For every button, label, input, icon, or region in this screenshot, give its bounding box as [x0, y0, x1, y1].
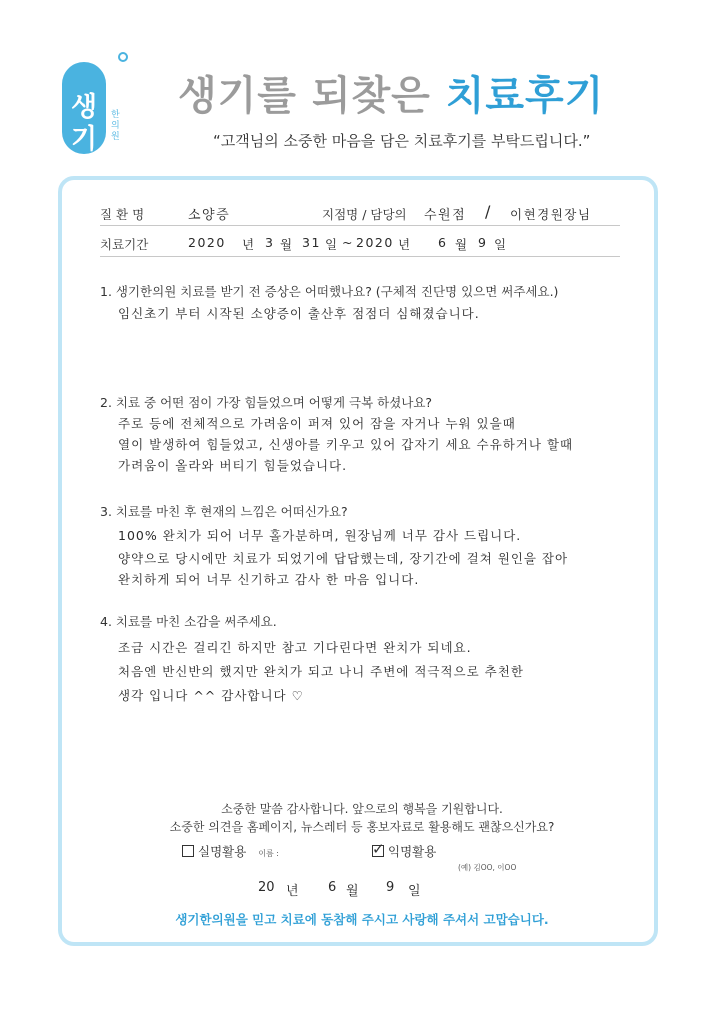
real-name-checkbox[interactable] — [182, 845, 194, 857]
branch-separator: / — [485, 202, 492, 221]
period-year-label-1: 년 — [242, 237, 256, 252]
period-year-label-2: 년 — [398, 237, 412, 252]
divider-line — [100, 225, 620, 226]
branch-value: 수원점 — [424, 208, 467, 223]
logo-subtext: 한의원 — [111, 110, 120, 142]
answer-1-line-1: 임신초기 부터 시작된 소양증이 출산후 점점더 심해졌습니다. — [118, 306, 480, 321]
footer-message: 생기한의원을 믿고 치료에 동참해 주시고 사랑해 주셔서 고맙습니다. — [175, 912, 549, 927]
logo-pill — [62, 62, 106, 154]
period-start-month: 3 — [265, 235, 275, 250]
period-day-label-2: 일 — [494, 237, 508, 252]
divider-line — [100, 256, 620, 257]
period-day-label-1: 일 — [325, 237, 339, 252]
clinic-logo — [62, 48, 130, 156]
anonymous-option[interactable] — [372, 842, 436, 860]
answer-4-line-3: 생각 입니다 ^^ 감사합니다 ♡ — [118, 688, 304, 703]
date-year: 20 — [258, 880, 275, 895]
period-label: 치료기간 — [100, 237, 149, 252]
period-end-year: 2020 — [356, 235, 394, 250]
period-month-label-2: 월 — [455, 237, 469, 252]
real-name-option[interactable] — [182, 842, 279, 860]
date-day: 9 — [386, 880, 395, 895]
date-day-label: 일 — [408, 884, 421, 899]
logo-text: 생기 — [70, 92, 98, 155]
real-name-label: 실명활용 — [198, 844, 247, 859]
question-4: 4. 치료를 마친 소감을 써주세요. — [100, 614, 277, 629]
answer-2-line-2: 열이 발생하여 힘들었고, 신생아를 키우고 있어 갑자기 세요 수유하거나 할때 — [118, 437, 574, 452]
question-2: 2. 치료 중 어떤 점이 가장 힘들었으며 어떻게 극복 하셨나요? — [100, 395, 433, 410]
answer-4-line-1: 조금 시간은 걸리긴 하지만 참고 기다린다면 완치가 되네요. — [118, 640, 472, 655]
anonymous-checkbox[interactable] — [372, 840, 385, 858]
answer-2-line-3: 가려움이 올라와 버티기 힘들었습니다. — [118, 458, 348, 473]
thanks-line-1: 소중한 말씀 감사합니다. 앞으로의 행복을 기원합니다. — [221, 802, 503, 816]
date-month: 6 — [328, 880, 337, 895]
period-tilde: ~ — [342, 235, 354, 250]
date-year-label: 년 — [286, 884, 299, 899]
title-part1: 생기를 되찾은 — [178, 73, 446, 119]
disease-label: 질 환 명 — [100, 207, 145, 222]
question-1: 1. 생기한의원 치료를 받기 전 증상은 어떠했나요? (구체적 진단명 있으면 써주세요.) — [100, 284, 559, 299]
branch-label: 지점명 / 담당의 — [322, 207, 407, 222]
logo-dot-icon — [118, 52, 128, 62]
title-part2: 치료후기 — [445, 73, 605, 119]
name-label: 이름 : — [258, 849, 280, 858]
name-example: (예) 김OO, 이OO — [458, 863, 517, 872]
answer-3-line-2: 양약으로 당시에만 치료가 되었기에 답답했는데, 장기간에 걸쳐 원인을 잡아 — [118, 551, 569, 566]
answer-2-line-1: 주로 등에 전체적으로 가려움이 퍼져 있어 잠을 자거나 누워 있을때 — [118, 416, 516, 431]
period-end-month: 6 — [438, 235, 448, 250]
page-title — [178, 64, 604, 121]
period-month-label-1: 월 — [280, 237, 294, 252]
doctor-value: 이현경원장님 — [510, 207, 592, 222]
date-month-label: 월 — [346, 884, 359, 899]
disease-value: 소양증 — [188, 208, 231, 223]
checkmark-icon: ✓ — [372, 840, 385, 858]
answer-4-line-2: 처음엔 반신반의 했지만 완치가 되고 나니 주변에 적극적으로 추천한 — [118, 664, 524, 679]
answer-3-line-1: 100% 완치가 되어 너무 홀가분하며, 원장님께 너무 감사 드립니다. — [118, 528, 522, 543]
answer-3-line-3: 완치하게 되어 너무 신기하고 감사 한 마음 입니다. — [118, 572, 420, 587]
period-start-day: 31 — [302, 235, 321, 250]
period-start-year: 2020 — [188, 235, 226, 250]
period-end-day: 9 — [478, 235, 488, 250]
thanks-line-2: 소중한 의견을 홈페이지, 뉴스레터 등 홍보자료로 활용해도 괜찮으신가요? — [169, 820, 555, 834]
page-subtitle: “고객님의 소중한 마음을 담은 치료후기를 부탁드립니다.” — [213, 132, 591, 150]
anonymous-label: 익명활용 — [388, 844, 437, 859]
question-3: 3. 치료를 마친 후 현재의 느낌은 어떠신가요? — [100, 504, 348, 519]
